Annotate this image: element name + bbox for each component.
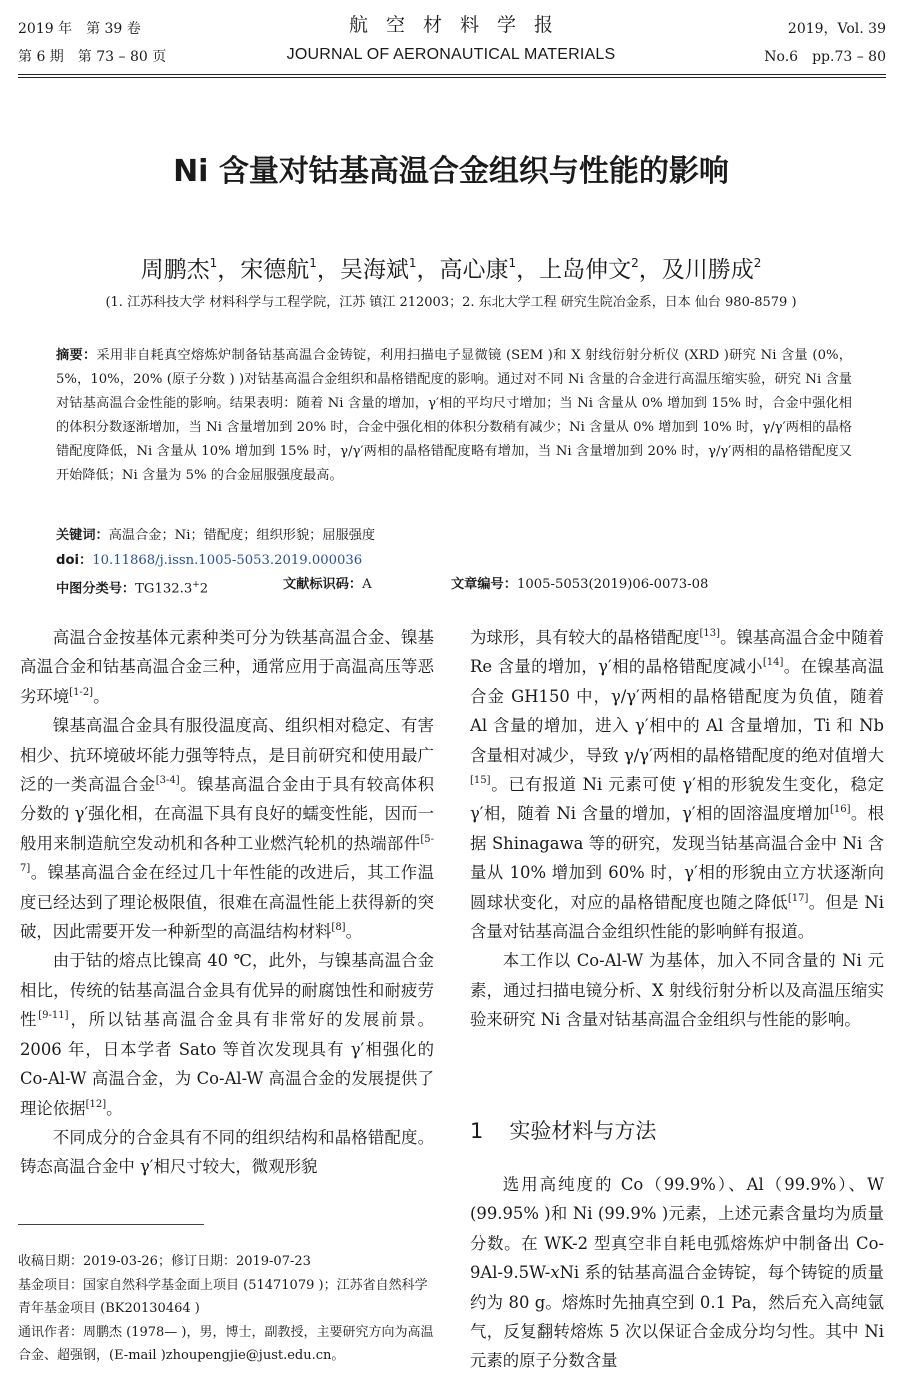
clc-value: TG132.3: [135, 581, 193, 597]
text-run: 。在镍基高温合金 GH150 中，γ/γ′两相的晶格错配度为负值，随着 Al 含量的增加，进入 γ′相中的 Al 含量增加，Ti 和 Nb 含量相对减少，导致 γ/γ′两相的晶格错配度的绝对值增大: [470, 657, 884, 765]
document-code: [283, 574, 372, 596]
paragraph: [20, 946, 434, 1122]
citation-ref[interactable]: [16]: [829, 804, 851, 816]
doi: [56, 550, 362, 572]
text-run: 。镍基高温合金中随着 Re 含量的增加，γ′相的晶格错配度减小: [470, 628, 885, 677]
citation-ref[interactable]: [13]: [699, 628, 721, 639]
citation-ref[interactable]: [9-11]: [38, 1010, 69, 1022]
italic-variable: x: [550, 1263, 560, 1283]
footnotes: [18, 1250, 438, 1368]
text-run: Ni 系的钴基高温合金铸锭，每个铸锭的质量约为 80 g。熔炼时先抽真空到 0.1 Pa，然后充入高纯氩气，反复翻转熔炼 5 次以保证合金成分均匀性。其中 Ni 元素的原子分数含量: [470, 1263, 884, 1371]
citation-ref[interactable]: [17]: [787, 892, 809, 904]
header-rule-top: [18, 74, 886, 75]
header-year-volume: 2019，Vol. 39: [787, 21, 886, 37]
citation-ref[interactable]: [1-2]: [69, 686, 94, 698]
header-issue-pages: 第 6 期 第 73 – 80 页: [18, 49, 167, 65]
text-run: 高温合金按基体元素种类可分为铁基高温合金、镍基高温合金和钴基高温合金三种，通常应用于高温高压等恶劣环境: [20, 628, 434, 706]
author-separator: ，: [217, 257, 241, 283]
text-run: 。根据 Shinagawa 等的研究，发现当钴基高温合金中 Ni 含量从 10% 增加到 60% 时，γ′相的形貌由立方状逐渐向圆球状变化，对应的晶格错配度也随之降低: [470, 804, 884, 912]
clc-number: [56, 574, 208, 600]
section-heading: [470, 1116, 656, 1146]
author-separator: ，: [316, 257, 340, 283]
text-run: 。: [106, 1098, 123, 1118]
abstract-label: 摘要：: [56, 348, 97, 363]
doc-code-label: 文献标识码：: [283, 577, 363, 592]
author-affiliation-mark: 2: [631, 256, 639, 270]
author-name: 周鹏杰: [140, 257, 210, 283]
author-separator: ，: [416, 257, 440, 283]
section-title: 实验材料与方法: [509, 1119, 657, 1143]
journal-title-cn: 航空材料学报: [348, 14, 571, 36]
paragraph: [20, 623, 434, 711]
text-run: 为球形，具有较大的晶格错配度: [470, 628, 700, 647]
corresponding-author: 通讯作者：周鹏杰 (1978— )，男，博士，副教授，主要研究方向为高温合金、超强钢，(E-mail )zhoupengjie@just.edu.cn。: [18, 1324, 434, 1364]
header-number-pages: No.6 pp.73 – 80: [764, 49, 886, 65]
text-run: 由于钴的熔点比镍高 40 ℃，此外，与镍基高温合金相比，传统的钴基高温合金具有优异的耐腐蚀性和耐疲劳性: [20, 951, 434, 1030]
abstract: [56, 344, 852, 488]
text-run: 。镍基高温合金在经过几十年性能的改进后，其工作温度已经达到了理论极限值，很难在高温性能上获得新的突破，因此需要开发一种新型的高温结构材料: [20, 863, 434, 942]
text-run: 镍基高温合金具有服役温度高、组织相对稳定、有害相少、抗环境破坏能力强等特点，是目前研究和使用最广泛的一类高温合金: [20, 716, 434, 795]
author-name: 高心康: [439, 257, 509, 283]
keywords-label: 关键词：: [56, 528, 109, 543]
doc-code-value: A: [362, 577, 372, 592]
keywords-text: 高温合金；Ni；错配度；组织形貌；屈服强度: [108, 528, 376, 543]
clc-sup: +: [192, 580, 200, 590]
text-run: 。镍基高温合金由于具有较高体积分数的 γ′强化相，在高温下具有良好的蠕变性能，因而一般用来制造航空发动机和各种工业燃汽轮机的热端部件: [20, 775, 435, 853]
author-name: 上岛伸文: [539, 257, 632, 283]
body-right-column-continued: [470, 1170, 884, 1376]
received-dates: 收稿日期：2019-03-26；修订日期：2019-07-23: [18, 1254, 311, 1269]
author-affiliation-mark: 1: [209, 256, 218, 270]
keywords: [56, 525, 375, 547]
paragraph: [470, 623, 884, 946]
author-list: [0, 246, 902, 287]
citation-ref[interactable]: [14]: [762, 657, 784, 669]
article-title: Ni 含量对钴基高温合金组织与性能的影响: [173, 154, 729, 189]
citation-ref[interactable]: [5-7]: [20, 833, 434, 875]
text-run: 本工作以 Co-Al-W 为基体，加入不同含量的 Ni 元素，通过扫描电镜分析、X 射线衍射分析以及高温压缩实验来研究 Ni 含量对钴基高温合金组织与性能的影响。: [470, 951, 884, 1030]
author-affiliation-mark: 1: [309, 256, 317, 270]
footnote-rule: [18, 1224, 204, 1225]
text-run: 。但是 Ni 含量对钴基高温合金组织性能的影响鲜有报道。: [470, 892, 885, 942]
citation-ref[interactable]: [8]: [331, 922, 346, 934]
body-left-column: [20, 623, 434, 1182]
section-number: 1: [470, 1119, 484, 1143]
author-separator: ，: [638, 257, 662, 283]
abstract-text: 采用非自耗真空熔炼炉制备钴基高温合金铸锭，利用扫描电子显微镜 (SEM )和 X 射线衍射分析仪 (XRD )研究 Ni 含量 (0%，5%，10%，20% (原子分数 ) )对钴基高温合金组织和晶格错配度的影响。通过对不同 Ni 含量的合金进行高温压缩实验，研究 Ni 含量对钴基高温合金性能的影响。结果表明：随着 Ni 含量的增加，γ′相的平均尺寸增加；当 Ni 含量从 0% 增加到 15% 时，合金中强化相的体积分数逐渐增加，当 Ni 含量增加到 20% 时，合金中强化相的体积分数稍有减少；Ni 含量从 0% 增加到 10% 时，γ/γ′两相的晶格错配度降低，Ni 含量从 10% 增加到 15% 时，γ/γ′两相的晶格错配度略有增加，当 Ni 含量增加到 20% 时，γ/γ′两相的晶格错配度又开始降低；Ni 含量为 5% 的合金屈服强度最高。: [56, 348, 852, 483]
author-affiliation-mark: 1: [508, 256, 517, 270]
author-affiliation-mark: 2: [753, 256, 762, 270]
affiliations: (1. 江苏科技大学 材料科学与工程学院，江苏 镇江 212003；2. 东北大学工程 研究生院冶金系，日本 仙台 980-8579 ): [105, 295, 797, 310]
author-name: 宋德航: [240, 257, 310, 283]
article-no-label: 文章编号：: [451, 577, 517, 592]
text-run: 。: [93, 686, 110, 706]
paragraph: [470, 1170, 884, 1376]
clc-tail: 2: [199, 581, 209, 597]
text-run: 。: [345, 922, 362, 942]
author-name: 吴海斌: [339, 257, 409, 283]
citation-ref[interactable]: [15]: [470, 775, 491, 787]
citation-ref[interactable]: [3-4]: [155, 775, 180, 787]
article-no-value: 1005-5053(2019)06-0073-08: [516, 577, 709, 592]
header-volume: 2019 年 第 39 卷: [18, 21, 141, 37]
article-number: [451, 574, 708, 596]
text-run: 。已有报道 Ni 元素可使 γ′相的形貌发生变化，稳定 γ′相，随着 Ni 含量的增加，γ′相的固溶温度增加: [470, 775, 884, 824]
text-run: 选用高纯度的 Co（99.9%）、Al（99.9%）、W (99.95% )和 Ni (99.9% )元素，上述元素含量均为质量分数。在 WK-2 型真空非自耗电弧熔炼炉中制备出 Co-9Al-9.5W-: [470, 1175, 884, 1283]
author-separator: ，: [516, 257, 540, 283]
paragraph: [20, 1123, 434, 1182]
text-run: 不同成分的合金具有不同的组织结构和晶格错配度。铸态高温合金中 γ′相尺寸较大，微观形貌: [20, 1127, 434, 1177]
paragraph: [470, 946, 884, 1034]
journal-title-en: JOURNAL OF AERONAUTICAL MATERIALS: [286, 46, 616, 63]
header-rule-bottom: [18, 77, 886, 78]
funding: 基金项目：国家自然科学基金面上项目 (51471079 )；江苏省自然科学青年基金项目 (BK20130464 ): [18, 1277, 428, 1317]
author-name: 及川勝成: [661, 257, 754, 283]
body-right-column: [470, 623, 884, 1035]
doi-label: doi：: [56, 553, 93, 568]
text-run: ，所以钴基高温合金具有非常好的发展前景。2006 年，日本学者 Sato 等首次发现具有 γ′相强化的 Co-Al-W 高温合金，为 Co-Al-W 高温合金的发展提供了理论依据: [20, 1010, 435, 1118]
citation-ref[interactable]: [12]: [85, 1098, 107, 1110]
clc-label: 中图分类号：: [56, 581, 136, 597]
doi-link[interactable]: 10.11868/j.issn.1005-5053.2019.000036: [92, 553, 363, 568]
author-affiliation-mark: 1: [408, 256, 417, 270]
paragraph: [20, 711, 434, 946]
